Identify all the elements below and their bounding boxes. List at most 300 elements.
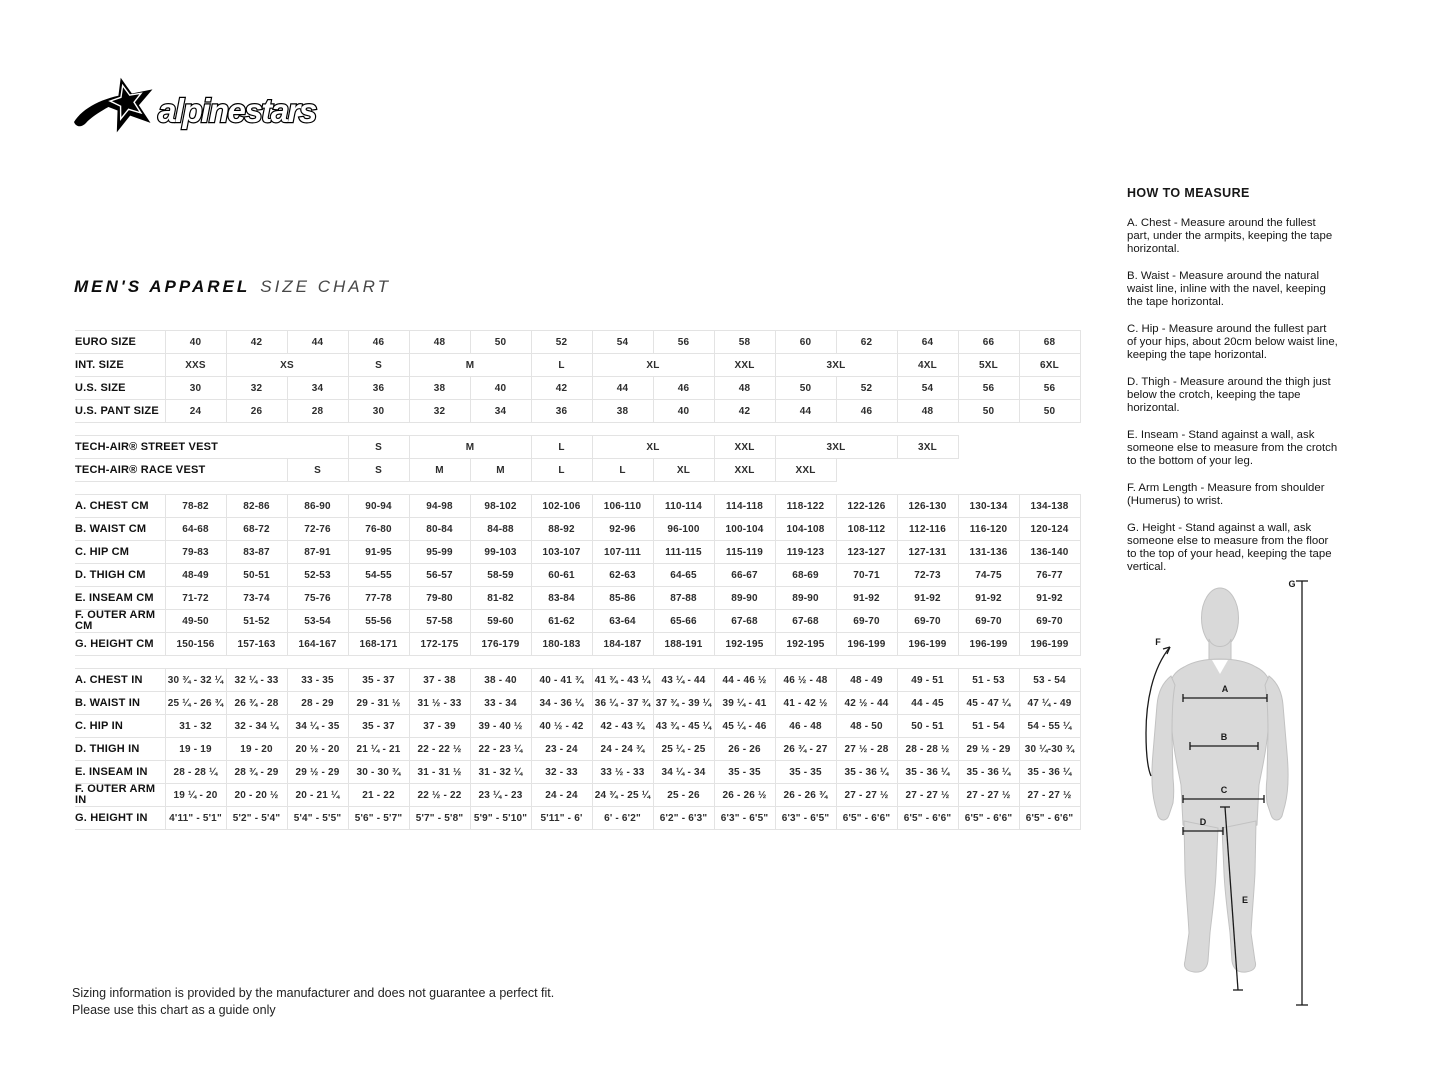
size-cell: 56 [958,377,1019,400]
size-cell: 27 - 27 ½ [1019,784,1080,807]
size-cell: 52-53 [287,564,348,587]
size-cell: 52 [531,331,592,354]
row-thigh-in [75,738,1080,761]
row-label-height-in: G. HEIGHT IN [75,807,165,830]
size-cell: 54-55 [348,564,409,587]
size-cell: 39 - 40 ½ [470,715,531,738]
size-cell: 118-122 [775,495,836,518]
size-cell: 42 [714,400,775,423]
size-cell: 42 ½ - 44 [836,692,897,715]
size-cell: 46 [653,377,714,400]
size-cell: 27 ½ - 28 [836,738,897,761]
size-cell: 83-84 [531,587,592,610]
body-silhouette [1152,588,1288,972]
size-cell: 5XL [958,354,1019,377]
size-cell: 68-69 [775,564,836,587]
size-cell: 23 - 24 [531,738,592,761]
size-cell: 26 ¾ - 27 [775,738,836,761]
size-cell: 4XL [897,354,958,377]
size-cell: 91-92 [1019,587,1080,610]
size-cell: 95-99 [409,541,470,564]
figure-label-thigh: D [1199,817,1207,827]
size-cell: 28 - 28 ½ [897,738,958,761]
size-cell: 34 - 36 ¼ [531,692,592,715]
size-cell: 22 ½ - 22 [409,784,470,807]
size-cell: 56 [1019,377,1080,400]
size-cell: 110-114 [653,495,714,518]
size-cell: 68-72 [226,518,287,541]
size-cell: 50 - 51 [897,715,958,738]
size-cell: 72-76 [287,518,348,541]
row-chest-in [75,669,1080,692]
size-cell [836,459,1080,482]
size-cell: 78-82 [165,495,226,518]
size-cell: 51-52 [226,610,287,633]
size-cell: 40 [165,331,226,354]
figure-label-waist: B [1220,732,1228,742]
size-cell: 36 [348,377,409,400]
size-cell: 28 - 28 ¼ [165,761,226,784]
size-cell: 89-90 [775,587,836,610]
size-cell: 35 - 35 [775,761,836,784]
size-cell: 87-88 [653,587,714,610]
size-cell: 80-84 [409,518,470,541]
size-cell: 27 - 27 ½ [836,784,897,807]
row-inseam-in [75,761,1080,784]
size-cell: 28 - 29 [287,692,348,715]
size-cell: 33 ½ - 33 [592,761,653,784]
size-cell: 31 - 32 ¼ [470,761,531,784]
row-label-street-vest: TECH-AIR® STREET VEST [75,436,348,459]
size-cell: M [470,459,531,482]
size-cell: 44 [775,400,836,423]
size-cell: 41 - 42 ½ [775,692,836,715]
size-cell: 19 - 20 [226,738,287,761]
alpinestars-logo [70,76,335,143]
row-race-vest [75,459,1080,482]
size-cell: 50 [470,331,531,354]
size-cell: 25 ¼ - 25 [653,738,714,761]
page-title-primary: MEN'S APPAREL [74,277,251,296]
size-cell: 67-68 [775,610,836,633]
row-label-us-size: U.S. SIZE [75,377,165,400]
size-cell: 26 - 26 [714,738,775,761]
size-cell: 114-118 [714,495,775,518]
size-cell: 35 - 36 ¼ [836,761,897,784]
size-cell: 65-66 [653,610,714,633]
size-cell: 176-179 [470,633,531,656]
size-cell [958,436,1080,459]
size-cell: XXL [775,459,836,482]
size-cell: 63-64 [592,610,653,633]
size-cell: 27 - 27 ½ [897,784,958,807]
size-cell: 71-72 [165,587,226,610]
size-cell: 127-131 [897,541,958,564]
size-cell: 44 [287,331,348,354]
row-label-hip-in: C. HIP IN [75,715,165,738]
row-int-size [75,354,1080,377]
row-us-pant-size [75,400,1080,423]
row-label-thigh-cm: D. THIGH CM [75,564,165,587]
size-cell: L [592,459,653,482]
size-cell: 81-82 [470,587,531,610]
size-cell: 94-98 [409,495,470,518]
row-us-size [75,377,1080,400]
size-cell: S [348,436,409,459]
size-cell: 92-96 [592,518,653,541]
size-cell: 46 ½ - 48 [775,669,836,692]
size-cell: 86-90 [287,495,348,518]
size-cell: 89-90 [714,587,775,610]
size-cell: 48 [409,331,470,354]
size-cell: L [531,459,592,482]
size-cell: 50 [775,377,836,400]
measure-instruction-height: G. Height - Stand against a wall, ask someone else to measure from the floor to the top of your head, keeping the tape vertical. [1127,522,1332,573]
size-cell: 31 - 32 [165,715,226,738]
size-cell: 58 [714,331,775,354]
size-cell: 21 - 22 [348,784,409,807]
size-cell: 157-163 [226,633,287,656]
size-cell: 79-80 [409,587,470,610]
size-cell: 192-195 [775,633,836,656]
size-cell: 54 [592,331,653,354]
size-cell: 91-92 [958,587,1019,610]
size-cell: 25 ¼ - 26 ¾ [165,692,226,715]
row-outer-arm-cm [75,610,1080,633]
size-cell: 35 - 37 [348,715,409,738]
size-cell: 111-115 [653,541,714,564]
size-cell: 3XL [775,354,897,377]
row-height-cm [75,633,1080,656]
row-hip-in [75,715,1080,738]
size-cell: 42 [531,377,592,400]
size-cell: 56-57 [409,564,470,587]
size-cell: 29 ½ - 29 [287,761,348,784]
row-hip-cm [75,541,1080,564]
size-cell: 36 ¼ - 37 ¾ [592,692,653,715]
size-cell: 6'5" - 6'6" [897,807,958,830]
size-cell: 119-123 [775,541,836,564]
section-spacer [75,656,1080,669]
size-cell: 196-199 [1019,633,1080,656]
size-cell: 47 ¼ - 49 [1019,692,1080,715]
figure-label-inseam: E [1241,895,1249,905]
size-cell: 98-102 [470,495,531,518]
size-cell: 53 - 54 [1019,669,1080,692]
size-cell: 19 ¼ - 20 [165,784,226,807]
size-cell: 6'3" - 6'5" [714,807,775,830]
size-cell: 51 - 54 [958,715,1019,738]
size-cell: M [409,436,531,459]
row-label-thigh-in: D. THIGH IN [75,738,165,761]
size-cell: 25 - 26 [653,784,714,807]
size-cell: 150-156 [165,633,226,656]
size-cell: 115-119 [714,541,775,564]
size-cell: 6'3" - 6'5" [775,807,836,830]
size-cell: 64-65 [653,564,714,587]
size-cell: 112-116 [897,518,958,541]
size-cell: XXS [165,354,226,377]
size-cell: 164-167 [287,633,348,656]
size-cell: 32 [226,377,287,400]
page-title [74,277,391,297]
size-cell: 49 - 51 [897,669,958,692]
size-cell: 35 - 36 ¼ [1019,761,1080,784]
page-title-secondary: SIZE CHART [260,277,391,296]
size-cell: 57-58 [409,610,470,633]
size-cell: 103-107 [531,541,592,564]
size-cell: 46 [348,331,409,354]
size-cell: 37 - 39 [409,715,470,738]
size-cell: 31 - 31 ½ [409,761,470,784]
size-cell: 70-71 [836,564,897,587]
size-cell: 48 [897,400,958,423]
size-cell: 188-191 [653,633,714,656]
size-cell: 44 - 46 ½ [714,669,775,692]
size-cell: 44 - 45 [897,692,958,715]
row-label-height-cm: G. HEIGHT CM [75,633,165,656]
size-cell: 43 ¾ - 45 ¼ [653,715,714,738]
size-cell: M [409,354,531,377]
size-cell: 75-76 [287,587,348,610]
size-cell: 35 - 36 ¼ [958,761,1019,784]
size-cell: 6XL [1019,354,1080,377]
size-cell: 21 ¼ - 21 [348,738,409,761]
size-cell: 34 [470,400,531,423]
size-cell: 48 [714,377,775,400]
section-spacer [75,423,1080,436]
size-cell: 106-110 [592,495,653,518]
size-cell: S [348,354,409,377]
figure-label-arm: F [1155,637,1161,647]
row-label-waist-cm: B. WAIST CM [75,518,165,541]
size-cell: XS [226,354,348,377]
row-euro-size [75,331,1080,354]
size-cell: 131-136 [958,541,1019,564]
measure-instruction-hip: C. Hip - Measure around the fullest part of your hips, about 20cm below waist line, keeping the tape horizontal. [1127,323,1338,361]
size-cell: 69-70 [897,610,958,633]
size-cell: 43 ¼ - 44 [653,669,714,692]
size-cell: S [287,459,348,482]
measure-instruction-arm: F. Arm Length - Measure from shoulder (Humerus) to wrist. [1127,482,1325,507]
size-cell: 130-134 [958,495,1019,518]
size-cell: 6' - 6'2" [592,807,653,830]
size-cell: 64-68 [165,518,226,541]
size-cell: 5'11" - 6' [531,807,592,830]
row-label-hip-cm: C. HIP CM [75,541,165,564]
size-cell: 4'11" - 5'1" [165,807,226,830]
size-cell: 30 [348,400,409,423]
size-cell: 5'2" - 5'4" [226,807,287,830]
size-cell: 3XL [775,436,897,459]
size-cell: 91-92 [897,587,958,610]
size-cell: 76-80 [348,518,409,541]
alpinestars-star-icon [74,76,160,135]
size-cell: 30 ¼-30 ¾ [1019,738,1080,761]
disclaimer-line-1: Sizing information is provided by the manufacturer and does not guarantee a perfect fit. [72,986,555,1000]
size-cell: 55-56 [348,610,409,633]
size-cell: 134-138 [1019,495,1080,518]
size-cell: 28 [287,400,348,423]
row-label-chest-cm: A. CHEST CM [75,495,165,518]
size-cell: 38 [592,400,653,423]
size-cell: 69-70 [836,610,897,633]
size-cell: 136-140 [1019,541,1080,564]
size-cell: 67-68 [714,610,775,633]
size-cell: 34 ¼ - 35 [287,715,348,738]
size-cell: 180-183 [531,633,592,656]
size-cell: 76-77 [1019,564,1080,587]
size-cell: L [531,354,592,377]
size-cell: 122-126 [836,495,897,518]
size-cell: 5'4" - 5'5" [287,807,348,830]
size-cell: 48 - 49 [836,669,897,692]
size-cell: 116-120 [958,518,1019,541]
row-chest-cm [75,495,1080,518]
measure-instruction-thigh: D. Thigh - Measure around the thigh just below the crotch, keeping the tape horizontal. [1127,376,1331,414]
size-cell: 50 [1019,400,1080,423]
size-cell: 37 - 38 [409,669,470,692]
measure-instruction-chest: A. Chest - Measure around the fullest part, under the armpits, keeping the tape horizontal. [1127,217,1333,255]
size-cell: 192-195 [714,633,775,656]
size-cell: 26 ¾ - 28 [226,692,287,715]
size-cell: 40 - 41 ¾ [531,669,592,692]
size-cell: XXL [714,436,775,459]
size-cell: 23 ¼ - 23 [470,784,531,807]
size-cell: 44 [592,377,653,400]
size-cell: 5'6" - 5'7" [348,807,409,830]
size-cell: 41 ¾ - 43 ¼ [592,669,653,692]
size-cell: 79-83 [165,541,226,564]
size-cell: 73-74 [226,587,287,610]
size-cell: 20 - 21 ¼ [287,784,348,807]
size-cell: 46 [836,400,897,423]
size-cell: 40 [470,377,531,400]
size-cell: 56 [653,331,714,354]
size-cell: 20 ½ - 20 [287,738,348,761]
size-cell: 6'5" - 6'6" [1019,807,1080,830]
disclaimer-line-2: Please use this chart as a guide only [72,1003,276,1017]
size-cell: 33 - 34 [470,692,531,715]
row-label-outer-arm-in: F. OUTER ARM IN [75,784,165,807]
row-label-race-vest: TECH-AIR® RACE VEST [75,459,287,482]
size-cell: 68 [1019,331,1080,354]
size-cell: 91-92 [836,587,897,610]
size-cell: 196-199 [897,633,958,656]
size-cell: 58-59 [470,564,531,587]
figure-label-height: G [1288,579,1296,589]
size-cell: 48-49 [165,564,226,587]
logo-wordmark: alpinestars [158,92,316,129]
size-cell: 3XL [897,436,958,459]
size-cell: 26 [226,400,287,423]
size-cell: 69-70 [1019,610,1080,633]
size-cell: 30 [165,377,226,400]
size-cell: 85-86 [592,587,653,610]
row-label-int-size: INT. SIZE [75,354,165,377]
size-cell: 5'9" - 5'10" [470,807,531,830]
size-cell: 91-95 [348,541,409,564]
how-to-measure-heading: HOW TO MEASURE [1127,186,1250,200]
size-cell: 6'5" - 6'6" [836,807,897,830]
size-cell: 64 [897,331,958,354]
size-cell: 60 [775,331,836,354]
size-cell: 53-54 [287,610,348,633]
row-outer-arm-in [75,784,1080,807]
size-cell: 24 ¾ - 25 ¼ [592,784,653,807]
size-cell: 126-130 [897,495,958,518]
row-label-inseam-in: E. INSEAM IN [75,761,165,784]
size-cell: 62 [836,331,897,354]
size-cell: 50-51 [226,564,287,587]
size-cell: L [531,436,592,459]
size-cell: 32 ¼ - 33 [226,669,287,692]
body-measurement-diagram [1140,573,1315,1018]
size-cell: 38 [409,377,470,400]
size-cell: 26 - 26 ½ [714,784,775,807]
size-table [75,330,1081,830]
size-cell: 27 - 27 ½ [958,784,1019,807]
size-cell: 49-50 [165,610,226,633]
row-label-us-pant-size: U.S. PANT SIZE [75,400,165,423]
disclaimer [72,985,554,1019]
size-cell: 22 - 23 ¼ [470,738,531,761]
size-cell: 196-199 [836,633,897,656]
size-cell: 102-106 [531,495,592,518]
size-cell: XXL [714,354,775,377]
size-cell: 52 [836,377,897,400]
size-cell: 22 - 22 ½ [409,738,470,761]
size-cell: 46 - 48 [775,715,836,738]
figure-label-chest: A [1221,684,1229,694]
size-cell: 36 [531,400,592,423]
measure-instruction-waist: B. Waist - Measure around the natural waist line, inline with the navel, keeping the tape horizontal. [1127,270,1326,308]
size-cell: 19 - 19 [165,738,226,761]
size-cell: 29 ½ - 29 [958,738,1019,761]
row-label-chest-in: A. CHEST IN [75,669,165,692]
size-cell: 30 ¾ - 32 ¼ [165,669,226,692]
measure-instruction-inseam: E. Inseam - Stand against a wall, ask someone else to measure from the crotch to the bottom of your leg. [1127,429,1338,467]
size-cell: 24 - 24 [531,784,592,807]
size-cell: M [409,459,470,482]
size-cell: 26 - 26 ¾ [775,784,836,807]
size-cell: 6'5" - 6'6" [958,807,1019,830]
size-cell: 32 [409,400,470,423]
size-cell: 90-94 [348,495,409,518]
size-cell: 29 - 31 ½ [348,692,409,715]
size-cell: 40 [653,400,714,423]
size-cell: 34 ¼ - 34 [653,761,714,784]
size-cell: 37 ¾ - 39 ¼ [653,692,714,715]
figure-label-hip: C [1220,785,1228,795]
row-waist-in [75,692,1080,715]
size-cell: 40 ½ - 42 [531,715,592,738]
size-cell: 196-199 [958,633,1019,656]
size-cell: 35 - 37 [348,669,409,692]
size-cell: 35 - 36 ¼ [897,761,958,784]
size-cell: 66-67 [714,564,775,587]
row-thigh-cm [75,564,1080,587]
size-cell: S [348,459,409,482]
size-cell: XXL [714,459,775,482]
row-inseam-cm [75,587,1080,610]
size-cell: 54 - 55 ¼ [1019,715,1080,738]
size-cell: 30 - 30 ¾ [348,761,409,784]
size-cell: 45 ¼ - 46 [714,715,775,738]
size-cell: 31 ½ - 33 [409,692,470,715]
size-cell: 72-73 [897,564,958,587]
size-cell: 168-171 [348,633,409,656]
